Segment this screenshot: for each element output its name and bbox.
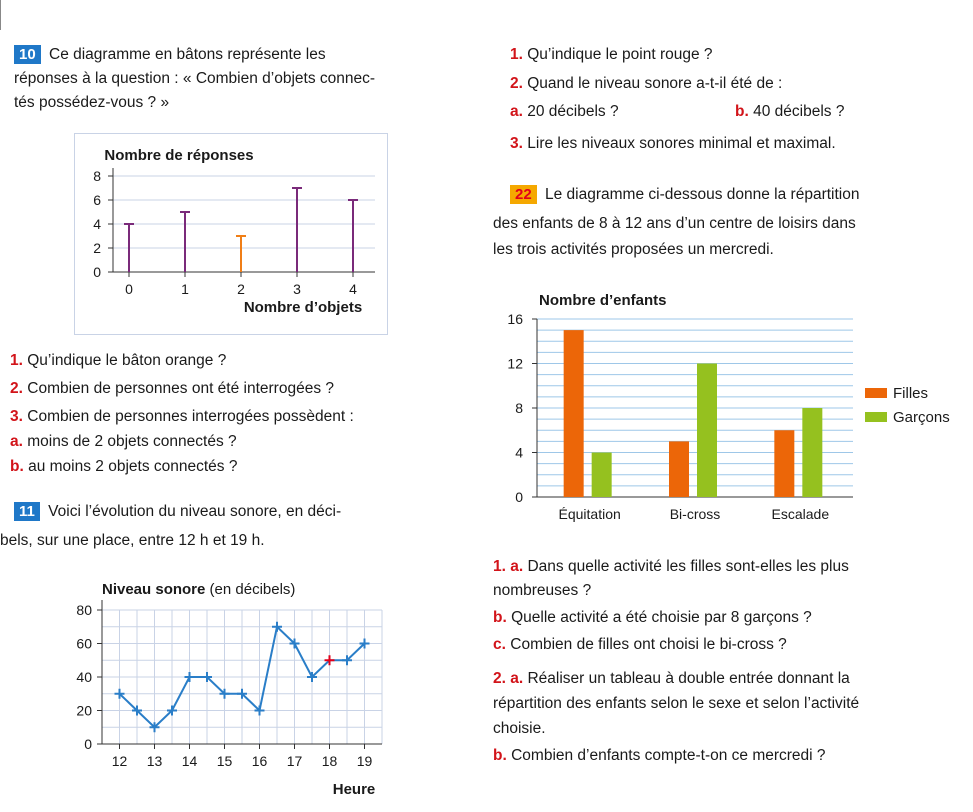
chart2-point: [185, 672, 195, 682]
chart2-title-main: Niveau sonore: [102, 581, 206, 598]
ex22-q1a-text: Dans quelle activité les filles sont-elles les plus: [527, 558, 849, 575]
chart3-bar-garcons: [802, 408, 822, 497]
chart1-xtick-label: 3: [293, 281, 301, 297]
ex22-q1a-2: nombreuses ?: [493, 582, 592, 599]
chart3-ytick-label: 16: [507, 311, 523, 327]
ex10-qa-num: a.: [10, 433, 23, 450]
ex22-q1c: [493, 634, 787, 656]
chart1-title: Nombre de réponses: [104, 147, 254, 164]
ex11-q1: [510, 44, 713, 66]
ex22-q1c-num: c.: [493, 636, 506, 653]
ex10-q3-num: 3.: [10, 408, 23, 425]
ex11-q3-num: 3.: [510, 135, 523, 152]
chart1-ytick-label: 4: [93, 216, 101, 232]
ex22-q2a: [493, 668, 850, 690]
chart2-xtick-label: 16: [251, 753, 268, 769]
chart2-xtick-label: 18: [321, 753, 338, 769]
ex11-intro-2: bels, sur une place, entre 12 h et 19 h.: [0, 532, 265, 549]
chart2-xtick-label: 15: [216, 753, 233, 769]
chart2-ytick-label: 60: [76, 635, 92, 652]
chart3-ytick-label: 12: [507, 355, 523, 372]
chart1-ytick-label: 2: [93, 240, 101, 256]
ex11-q2-num: 2.: [510, 75, 523, 92]
ex22-q2b-text: Combien d’enfants compte-t-on ce mercredi ?: [511, 747, 826, 764]
ex10-chart-frame: [74, 133, 388, 335]
chart3-ytick-label: 4: [515, 444, 523, 461]
ex11-qa: [510, 101, 619, 123]
ex22-intro-line1: [510, 184, 859, 206]
chart3-bar-filles: [564, 330, 584, 497]
ex11-q1-text: Qu’indique le point rouge ?: [527, 46, 713, 63]
ex10-q1-text: Qu’indique le bâton orange ?: [27, 352, 227, 369]
ex22-q1a: [493, 556, 849, 578]
chart1-xtick-label: 4: [349, 281, 357, 297]
ex11-qa-text: 20 décibels ?: [527, 103, 619, 120]
ex11-q3-text: Lire les niveaux sonores minimal et maximal.: [527, 135, 836, 152]
chart1-ytick-label: 6: [93, 192, 101, 208]
ex11-number: 11: [14, 502, 40, 521]
ex10-intro-line1: [14, 44, 326, 66]
ex22-intro-2: des enfants de 8 à 12 ans d’un centre de loisirs dans: [493, 215, 856, 232]
ex22-q2a-3: choisie.: [493, 720, 546, 737]
chart3-ytick-label: 0: [515, 489, 523, 505]
ex11-qb-text: 40 décibels ?: [753, 103, 845, 120]
ex11-line-chart: [62, 572, 392, 804]
ex22-q1b: [493, 607, 812, 629]
chart2-xtick-label: 14: [181, 753, 198, 769]
ex22-intro-1: Le diagramme ci-dessous donne la répartition: [545, 186, 860, 203]
chart2-title-suffix: (en décibels): [205, 581, 296, 598]
chart1-xtick-label: 0: [125, 281, 133, 297]
chart2-xtick-label: 17: [286, 753, 303, 769]
chart1-ytick-label: 8: [93, 168, 101, 184]
chart2-xtick-label: 12: [111, 753, 128, 769]
ex22-q1a-num: 1. a.: [493, 558, 524, 575]
ex11-q2-text: Quand le niveau sonore a-t-il été de :: [527, 75, 783, 92]
chart1-xtick-label: 2: [237, 281, 245, 297]
chart1-xlabel: Nombre d’objets: [243, 299, 363, 316]
ex10-q2-num: 2.: [10, 380, 23, 397]
ex10-q2: [10, 378, 334, 400]
chart3-bar-garcons: [697, 364, 717, 498]
ex10-qb-num: b.: [10, 458, 24, 475]
ex11-qb-num: b.: [735, 103, 749, 120]
chart2-xlabel: Heure: [332, 781, 376, 798]
ex11-intro-1: Voici l’évolution du niveau sonore, en déci-: [48, 503, 342, 520]
ex22-q2a-text: Réaliser un tableau à double entrée donnant la: [527, 670, 850, 687]
ex11-qa-num: a.: [510, 103, 523, 120]
ex22-q1b-text: Quelle activité a été choisie par 8 garçons ?: [511, 609, 812, 626]
ex22-q2b-num: b.: [493, 747, 507, 764]
ex11-qb: [735, 101, 844, 123]
ex22-q1c-text: Combien de filles ont choisi le bi-cross ?: [510, 636, 787, 653]
chart3-legend-swatch: [865, 412, 887, 422]
ex10-q1-num: 1.: [10, 352, 23, 369]
chart2-ytick-label: 40: [76, 669, 92, 685]
chart2-ytick-label: 20: [76, 702, 92, 719]
ex10-intro-3: tés possédez-vous ? »: [14, 94, 170, 111]
chart3-xtick-label: Escalade: [771, 506, 830, 522]
ex11-q2: [510, 73, 782, 95]
chart2-ytick-label: 0: [84, 736, 92, 752]
chart2-ytick-label: 80: [76, 602, 92, 618]
chart3-ytick-label: 8: [515, 400, 523, 416]
chart2-xtick-label: 13: [146, 753, 163, 769]
ex22-bar-chart: [493, 285, 973, 530]
ex22-intro-3: les trois activités proposées un mercredi.: [493, 241, 774, 258]
ex10-number: 10: [14, 45, 41, 64]
ex22-q2a-num: 2. a.: [493, 670, 524, 687]
ex11-intro-line1: [14, 501, 341, 523]
ex10-qb-text: au moins 2 objets connectés ?: [28, 458, 238, 475]
chart3-title: Nombre d’enfants: [539, 292, 667, 309]
chart1-xtick-label: 1: [181, 281, 189, 297]
ex10-q3-text: Combien de personnes interrogées possèdent :: [27, 408, 354, 425]
ex10-intro-2: réponses à la question : « Combien d’objets connec-: [14, 70, 376, 87]
chart3-bar-filles: [774, 430, 794, 497]
ex22-number: 22: [510, 185, 537, 204]
chart1-ytick-label: 0: [93, 264, 101, 280]
ex10-bar-chart: [75, 134, 387, 334]
chart3-legend-label: Garçons: [893, 409, 950, 426]
ex11-q3: [510, 133, 836, 155]
ex10-qb: [10, 456, 237, 478]
ex10-qa-text: moins de 2 objets connectés ?: [27, 433, 237, 450]
ex10-intro-1: Ce diagramme en bâtons représente les: [49, 46, 326, 63]
chart2-title: [102, 581, 295, 598]
ex10-q1: [10, 350, 226, 372]
chart3-bar-garcons: [592, 453, 612, 498]
chart2-xtick-label: 19: [356, 753, 373, 769]
ex11-q1-num: 1.: [510, 46, 523, 63]
ex10-q2-text: Combien de personnes ont été interrogées ?: [27, 380, 335, 397]
chart3-legend-swatch: [865, 388, 887, 398]
chart3-bar-filles: [669, 441, 689, 497]
ex10-q3: [10, 406, 354, 428]
chart3-xtick-label: Équitation: [558, 506, 621, 522]
chart3-legend-label: Filles: [893, 385, 929, 402]
ex10-qa: [10, 431, 237, 453]
chart3-xtick-label: Bi-cross: [669, 506, 721, 522]
ex22-q2b: [493, 745, 826, 767]
ex22-q1b-num: b.: [493, 609, 507, 626]
ex22-q2a-2: répartition des enfants selon le sexe et selon l’activité: [493, 695, 860, 712]
